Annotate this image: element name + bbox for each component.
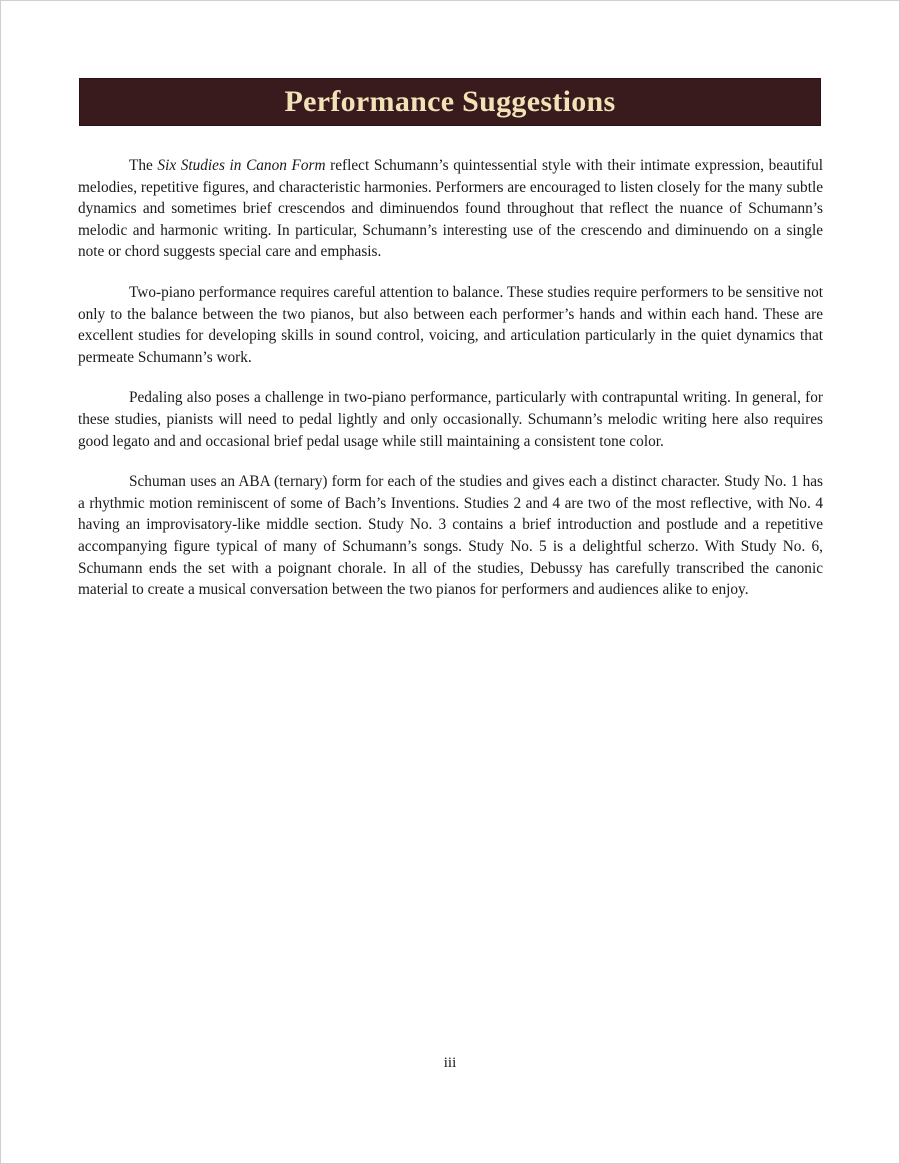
work-title-italic: Six Studies in Canon Form xyxy=(157,157,326,174)
paragraph-intro-lead: The xyxy=(129,157,158,174)
page-number: iii xyxy=(443,1055,457,1071)
body-text xyxy=(78,155,823,620)
title-banner xyxy=(80,79,820,125)
paragraph-balance: Two-piano performance requires careful attention to balance. These studies require performers to be sensitive not only to the balance between the two pianos, but also between each performer’s hands and within each hand. These are excellent studies for developing skills in sound control, voicing, and articulation particularly in the quiet dynamics that permeate Schumann’s work. xyxy=(78,283,823,366)
paragraph-intro-rest: reflect Schumann’s quintessential style with their intimate expression, beautiful melodies, repetitive figures, and characteristic harmonies. Performers are encouraged to listen closely for the many subtle dynamics and sometimes brief crescendos and diminuendos found throughout that reflect the nuance of Schumann’s melodic and harmonic writing. In particular, Schumann’s interesting use of the crescendo and diminuendo on a single note or chord suggests special care and emphasis. xyxy=(78,157,824,261)
paragraph-intro xyxy=(78,155,823,263)
page-title: Performance Suggestions xyxy=(284,85,616,118)
paragraph-pedaling: Pedaling also poses a challenge in two-piano performance, particularly with contrapuntal writing. In general, for these studies, pianists will need to pedal lightly and only occasionally. Schumann’s melodic writing here also requires good legato and and occasional brief pedal usage while still maintaining a consistent tone color. xyxy=(78,389,823,450)
paragraph-form: Schuman uses an ABA (ternary) form for each of the studies and gives each a distinct character. Study No. 1 has a rhythmic motion reminiscent of some of Bach’s Inventions. Studies 2 and 4 are two of the most reflective, with No. 4 having an improvisatory-like middle section. Study No. 3 contains a brief introduction and postlude and a repetitive accompanying figure typical of many of Schumann’s songs. Study No. 5 is a delightful scherzo. With Study No. 6, Schumann ends the set with a poignant chorale. In all of the studies, Debussy has carefully transcribed the canonic material to create a musical conversation between the two pianos for performers and audiences alike to enjoy. xyxy=(78,473,823,599)
